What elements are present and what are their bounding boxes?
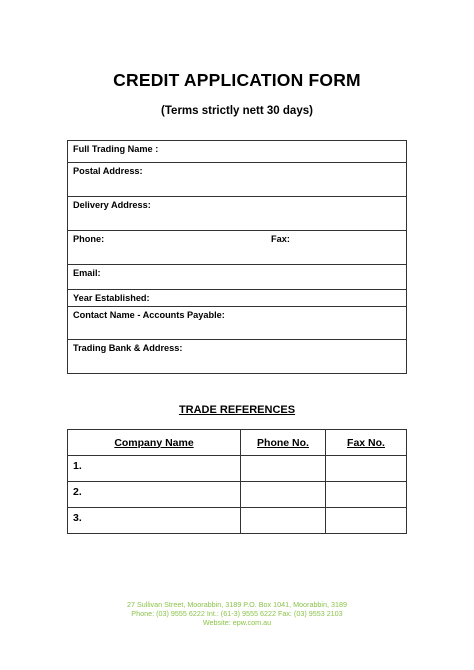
footer-website: Website: epw.com.au [202, 618, 272, 627]
form-subtitle: (Terms strictly nett 30 days) [161, 105, 313, 117]
footer-phone: Phone: (03) 9555 6222 Int.: (61-3) 9555 6222 Fax: (03) 9553 2103 [131, 609, 343, 618]
fax-no-cell[interactable] [326, 456, 407, 482]
email-label: Email: [73, 268, 101, 278]
trading-bank-field[interactable] [68, 340, 407, 374]
company-name-cell[interactable] [68, 482, 241, 508]
phone-no-cell[interactable] [241, 482, 326, 508]
trade-references-table [67, 429, 407, 534]
table-row [68, 456, 407, 482]
postal-address-label: Postal Address: [73, 166, 143, 176]
footer-contact [0, 600, 474, 627]
table-row [68, 482, 407, 508]
phone-label: Phone: [73, 234, 105, 244]
fax-label: Fax: [271, 234, 290, 244]
phone-no-cell[interactable] [241, 508, 326, 534]
year-established-field[interactable] [68, 290, 407, 307]
row-number: 3. [73, 512, 82, 524]
contact-name-field[interactable] [68, 307, 407, 340]
company-name-cell[interactable] [68, 456, 241, 482]
full-trading-name-label: Full Trading Name : [73, 144, 159, 154]
row-number: 2. [73, 486, 82, 498]
email-field[interactable] [68, 265, 407, 290]
phone-fax-field[interactable] [68, 231, 407, 265]
contact-name-label: Contact Name - Accounts Payable: [73, 310, 225, 320]
phone-no-header: Phone No. [241, 430, 326, 456]
company-name-cell[interactable] [68, 508, 241, 534]
row-number: 1. [73, 460, 82, 472]
trading-bank-label: Trading Bank & Address: [73, 343, 183, 353]
footer-address: 27 Sullivan Street, Moorabbin, 3189 P.O. Box 1041, Moorabbin, 3189 [126, 600, 348, 609]
phone-no-cell[interactable] [241, 456, 326, 482]
company-name-header: Company Name [68, 430, 241, 456]
fax-no-header: Fax No. [326, 430, 407, 456]
trade-references-header-row [68, 430, 407, 456]
table-row [68, 508, 407, 534]
application-details-table [67, 140, 407, 374]
delivery-address-label: Delivery Address: [73, 200, 151, 210]
postal-address-field[interactable] [68, 163, 407, 197]
full-trading-name-field[interactable] [68, 141, 407, 163]
trade-references-title: TRADE REFERENCES [178, 404, 296, 416]
form-title: CREDIT APPLICATION FORM [113, 70, 361, 90]
fax-no-cell[interactable] [326, 508, 407, 534]
delivery-address-field[interactable] [68, 197, 407, 231]
fax-no-cell[interactable] [326, 482, 407, 508]
year-established-label: Year Established: [73, 293, 150, 303]
